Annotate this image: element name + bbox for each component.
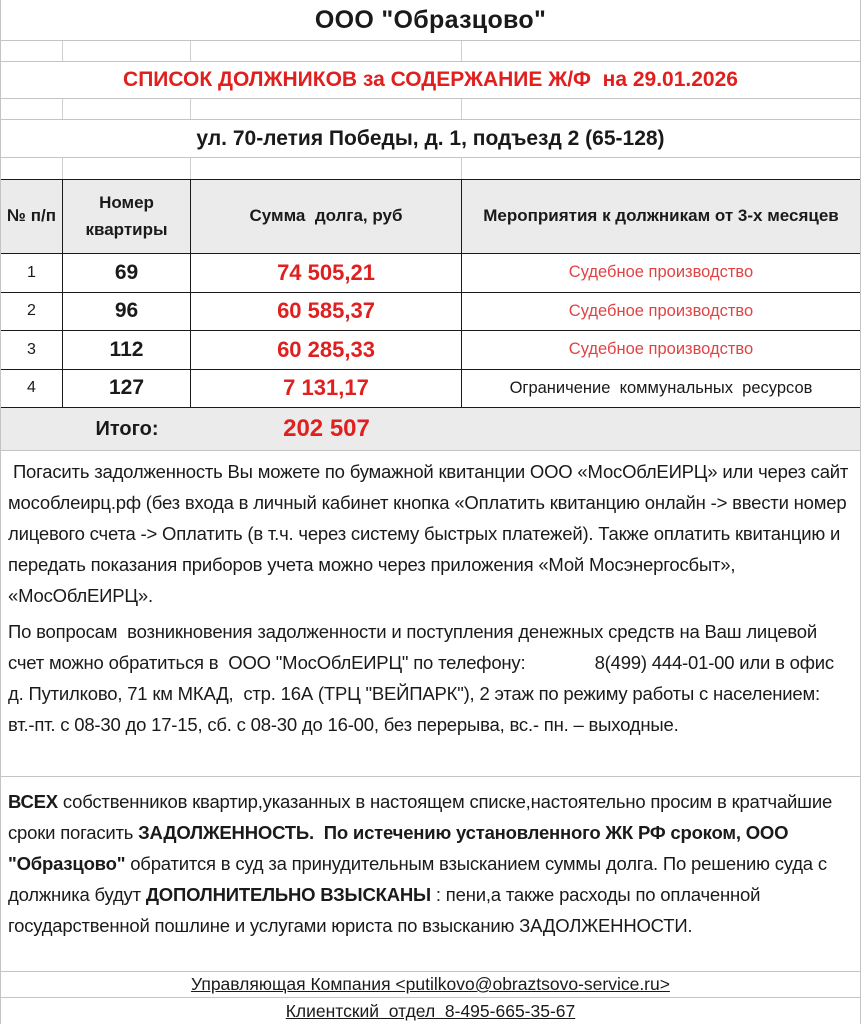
total-row bbox=[1, 408, 860, 451]
footer-client-phone: Клиентский отдел 8-495-665-35-67 bbox=[285, 1000, 576, 1021]
footer-company-email: Управляющая Компания <putilkovo@obraztsovo-service.ru> bbox=[191, 974, 670, 994]
cell-debt-amount: 7 131,17 bbox=[191, 370, 462, 409]
table-header-row bbox=[1, 180, 860, 254]
list-heading-row bbox=[1, 62, 860, 99]
warning-segment: ВСЕХ bbox=[8, 791, 58, 812]
column-header-debt: Сумма долга, руб bbox=[191, 180, 462, 254]
warning-segment: ЗАДОЛЖЕННОСТЬ. По истечению установленного ЖК РФ сроком, ООО "Образцово" bbox=[8, 822, 794, 874]
warning-segment: ДОПОЛНИТЕЛЬНО ВЗЫСКАНЫ bbox=[145, 884, 431, 905]
cell-index: 2 bbox=[1, 293, 63, 332]
warning-segment: обратится в суд за принудительным взысканием суммы долга. По решению суда с должника будут bbox=[8, 853, 832, 905]
warning-segment: собственников квартир,указанных в настоящем списке,настоятельно просим в кратчайшие сроки погасить bbox=[8, 791, 837, 843]
debtors-table bbox=[1, 179, 860, 408]
page-title: ООО "Образцово" bbox=[314, 5, 547, 34]
cell-debt-amount: 60 285,33 bbox=[191, 331, 462, 370]
total-label: Итого: bbox=[95, 417, 159, 440]
cell-action: Ограничение коммунальных ресурсов bbox=[462, 370, 860, 409]
grid-spacer bbox=[1, 99, 860, 120]
footer-company-row bbox=[1, 972, 860, 998]
total-value: 202 507 bbox=[283, 415, 370, 442]
cell-index: 4 bbox=[1, 370, 63, 409]
cell-flat-number: 127 bbox=[63, 370, 191, 409]
grid-spacer bbox=[1, 158, 860, 179]
debtors-list-heading: СПИСОК ДОЛЖНИКОВ за СОДЕРЖАНИЕ Ж/Ф на 29.01.2026 bbox=[123, 68, 738, 91]
footer-client-row bbox=[1, 998, 860, 1024]
warning-paragraph bbox=[1, 777, 860, 972]
cell-action: Судебное производство bbox=[462, 293, 860, 332]
cell-flat-number: 96 bbox=[63, 293, 191, 332]
column-header-actions: Мероприятия к должникам от 3-х месяцев bbox=[462, 180, 860, 254]
address-heading-row bbox=[1, 120, 860, 158]
cell-flat-number: 112 bbox=[63, 331, 191, 370]
table-row bbox=[1, 293, 860, 332]
warning-segment: : пени,а также расходы по оплаченной государственной пошлине и услугами юриста по взысканию ЗАДОЛЖЕННОСТИ. bbox=[8, 884, 766, 936]
cell-index: 1 bbox=[1, 254, 63, 293]
cell-action: Судебное производство bbox=[462, 254, 860, 293]
company-title-row bbox=[1, 0, 860, 41]
payment-info-paragraph: Погасить задолженность Вы можете по бумажной квитанции ООО «МосОблЕИРЦ» или через сайт мособлеирц.рф (без входа в личный кабинет кнопка «Оплатить квитанцию онлайн -> ввести номер лицевого счета -> Оплатить (в т.ч. через систему быстрых платежей). Также оплатить квитанцию и передать показания приборов учета можно через приложения «Мой Мосэнергосбыт», «МосОблЕИРЦ». bbox=[8, 461, 854, 606]
cell-flat-number: 69 bbox=[63, 254, 191, 293]
cell-action: Судебное производство bbox=[462, 331, 860, 370]
grid-spacer bbox=[1, 41, 860, 62]
cell-debt-amount: 74 505,21 bbox=[191, 254, 462, 293]
cell-index: 3 bbox=[1, 331, 63, 370]
column-header-flat: Номер квартиры bbox=[63, 180, 191, 254]
cell-debt-amount: 60 585,37 bbox=[191, 293, 462, 332]
table-row bbox=[1, 254, 860, 293]
office-info-paragraph: По вопросам возникновения задолженности и поступления денежных средств на Ваш лицевой счет можно обратиться в ООО "МосОблЕИРЦ" по телефону: 8(499) 444-01-00 или в офис д. Путилково, 71 км МКАД, стр. 16А (ТРЦ "ВЕЙПАРК"), 2 этаж по режиму работы с населением: вт.-пт. с 08-30 до 17-15, сб. с 08-30 до 16-00, без перерыва, вс.- пн. – выходные. bbox=[8, 621, 839, 735]
table-row bbox=[1, 370, 860, 409]
table-row bbox=[1, 331, 860, 370]
column-header-index: № п/п bbox=[1, 180, 63, 254]
address-heading: ул. 70-летия Победы, д. 1, подъезд 2 (65-128) bbox=[196, 126, 665, 150]
payment-info-block bbox=[1, 451, 860, 777]
